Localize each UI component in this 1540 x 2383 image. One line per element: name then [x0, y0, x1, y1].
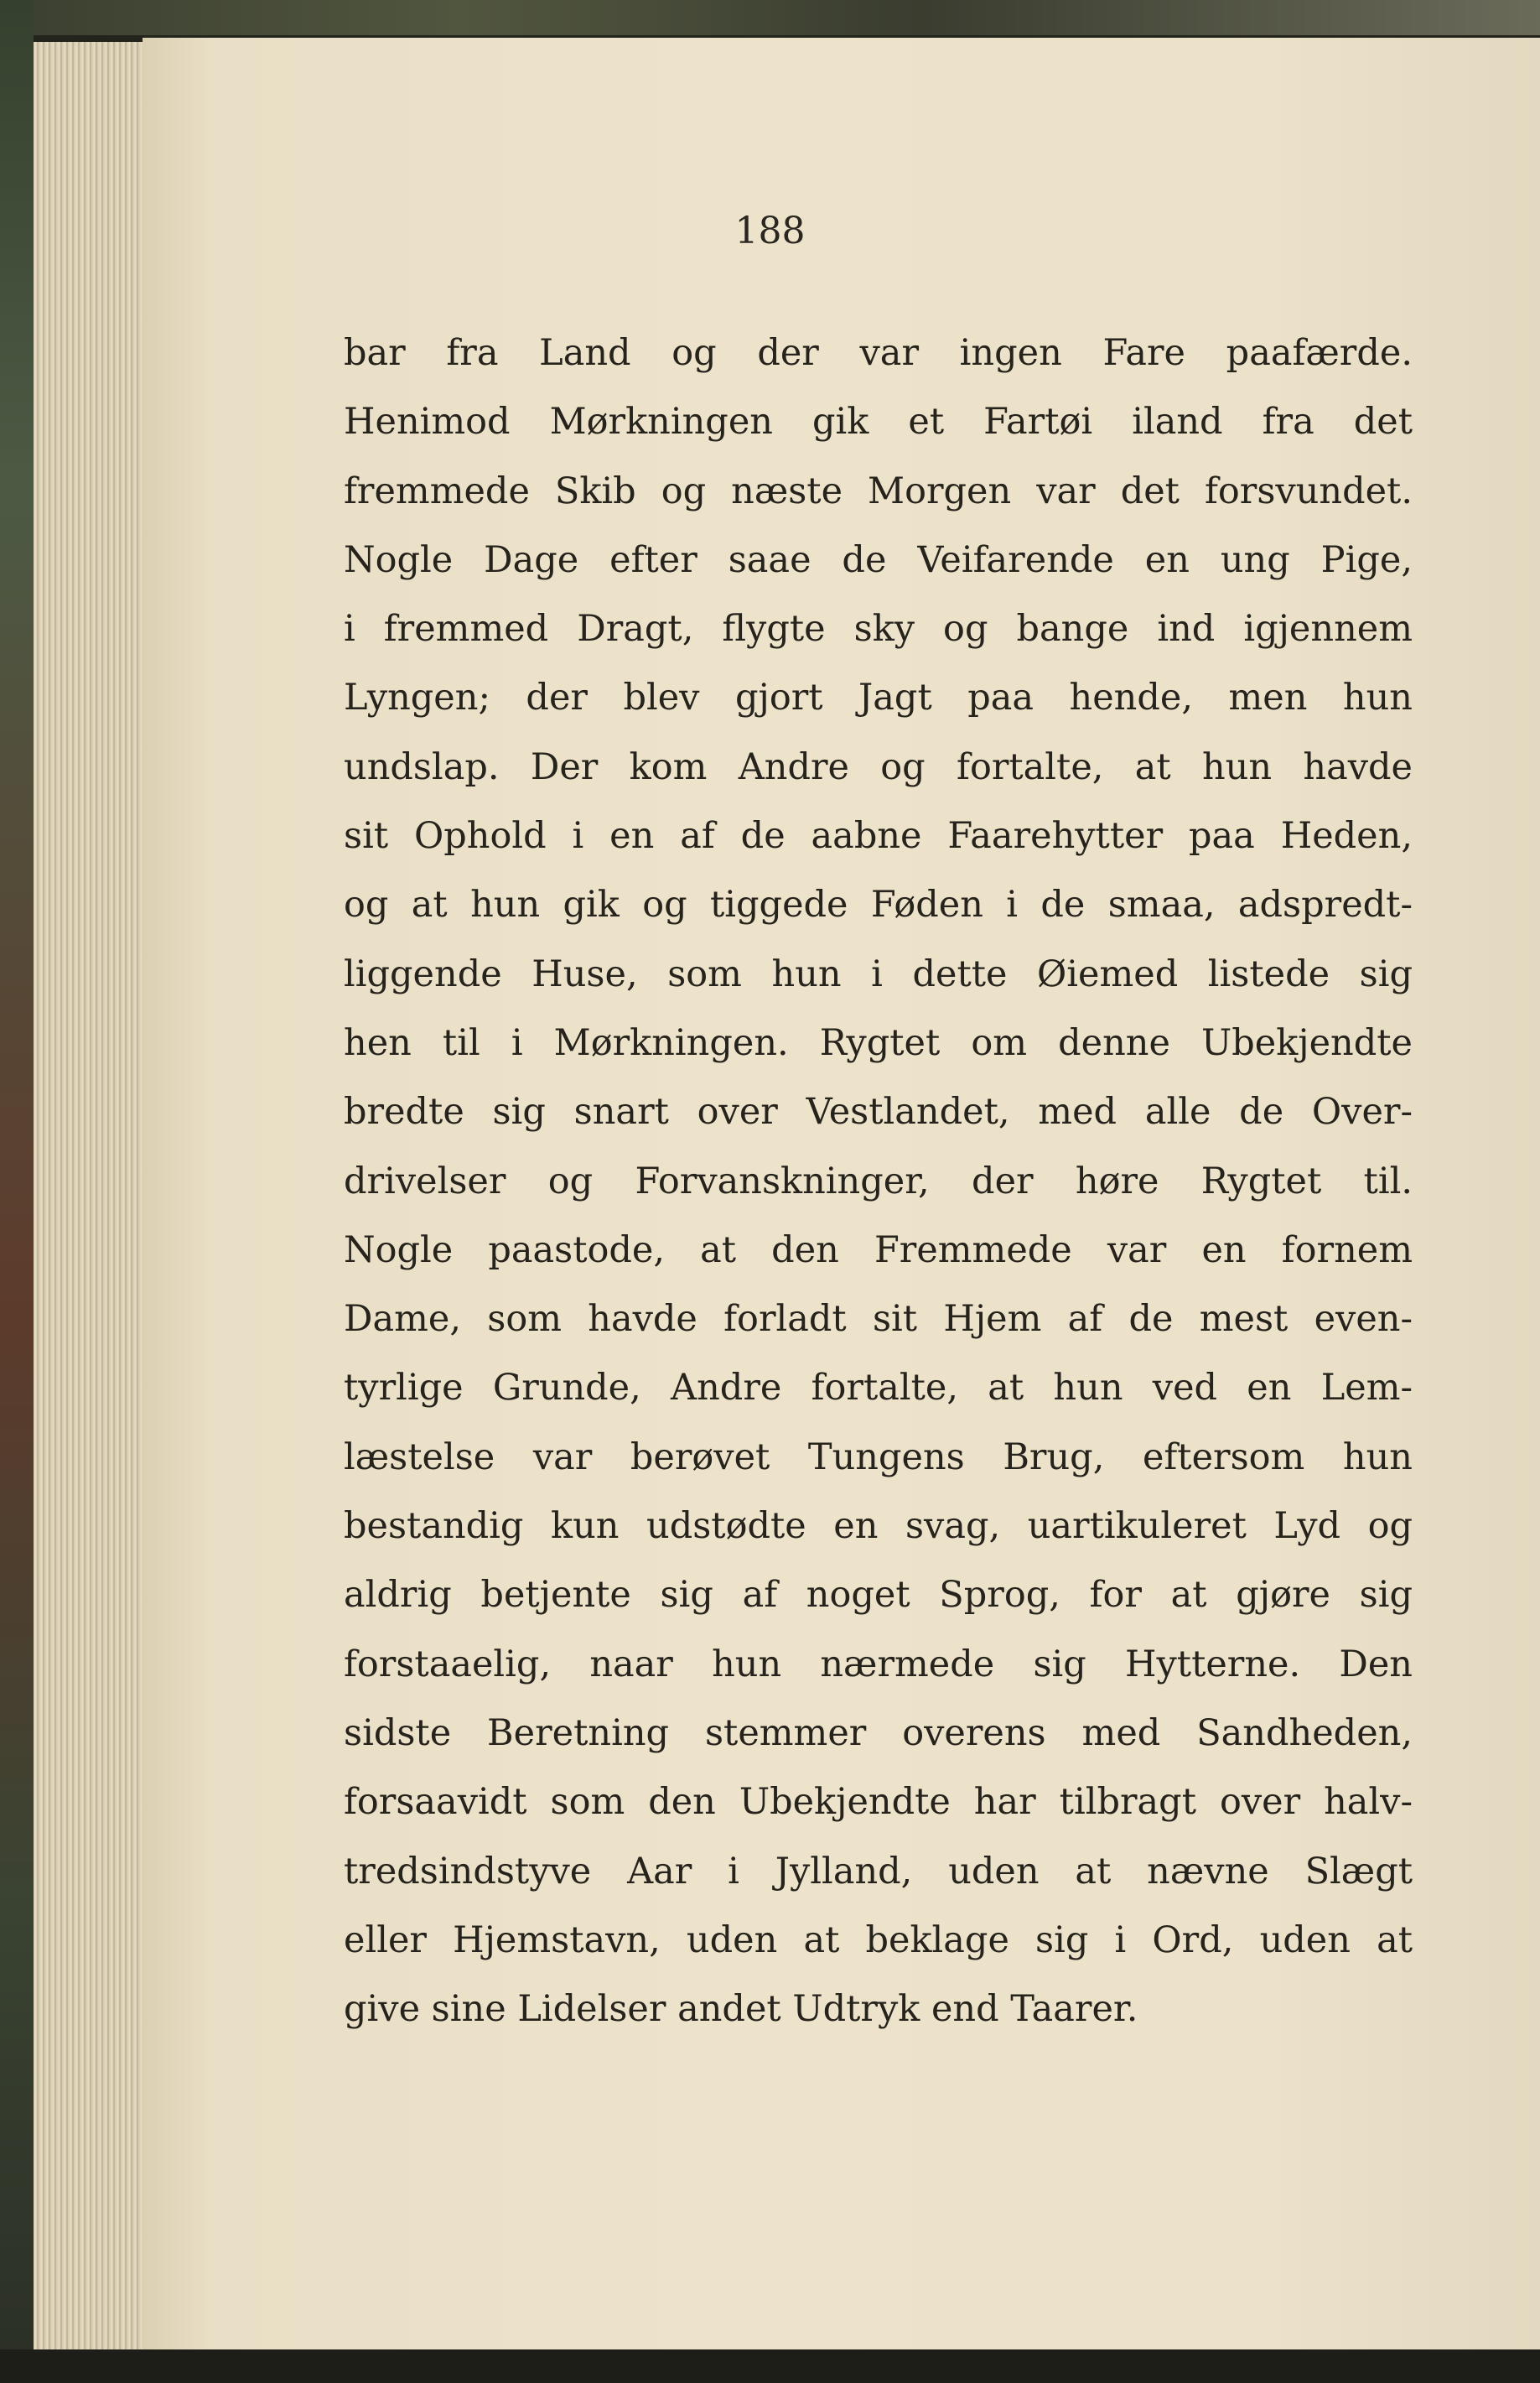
text-line: liggende Huse, som hun i dette Øiemed listede sig	[344, 953, 1413, 995]
text-line: sit Ophold i en af de aabne Faarehytter paa Heden,	[344, 815, 1413, 858]
book-cover-edge	[0, 0, 34, 2383]
text-line: undslap. Der kom Andre og fortalte, at hun havde	[344, 745, 1413, 788]
text-line: læstelse var berøvet Tungens Brug, eftersom hun	[344, 1436, 1413, 1478]
text-line: fremmede Skib og næste Morgen var det forsvundet.	[344, 470, 1413, 512]
text-line: tyrlige Grunde, Andre fortalte, at hun ved en Lem-	[344, 1367, 1413, 1410]
text-line: forstaaelig, naar hun nærmede sig Hytterne. Den	[344, 1643, 1413, 1685]
text-line: bestandig kun udstødte en svag, uartikuleret Lyd og	[344, 1505, 1413, 1548]
bottom-edge	[0, 2349, 1540, 2383]
top-edge	[0, 0, 1540, 35]
text-line: Dame, som havde forladt sit Hjem af de mest even-	[344, 1298, 1413, 1341]
page-number: 188	[734, 210, 806, 252]
body-text	[344, 319, 1413, 2043]
page-edges	[34, 42, 144, 2356]
text-line: og at hun gik og tiggede Føden i de smaa, adspredt-	[344, 884, 1413, 927]
text-line: Nogle Dage efter saae de Veifarende en ung Pige,	[344, 538, 1413, 581]
text-line: tredsindstyve Aar i Jylland, uden at nævne Slægt	[344, 1850, 1413, 1892]
text-line: i fremmed Dragt, flygte sky og bange ind igjennem	[344, 608, 1413, 651]
text-line: aldrig betjente sig af noget Sprog, for at gjøre sig	[344, 1574, 1413, 1617]
text-line: Lyngen; der blev gjort Jagt paa hende, men hun	[344, 677, 1413, 719]
text-line: give sine Lidelser andet Udtryk end Taarer.	[344, 1988, 1138, 2031]
text-line: eller Hjemstavn, uden at beklage sig i Ord, uden at	[344, 1918, 1413, 1961]
text-line: sidste Beretning stemmer overens med Sandheden,	[344, 1711, 1413, 1754]
text-line: bar fra Land og der var ingen Fare paafærde.	[344, 332, 1413, 374]
text-line: Henimod Mørkningen gik et Fartøi iland fra det	[344, 401, 1413, 444]
text-line: drivelser og Forvanskninger, der høre Rygtet til.	[344, 1160, 1413, 1202]
text-line: bredte sig snart over Vestlandet, med alle de Over-	[344, 1091, 1413, 1134]
text-line: forsaavidt som den Ubekjendte har tilbragt over halv-	[344, 1781, 1413, 1824]
text-line: Nogle paastode, at den Fremmede var en fornem	[344, 1228, 1413, 1271]
text-line: hen til i Mørkningen. Rygtet om denne Ubekjendte	[344, 1021, 1413, 1064]
